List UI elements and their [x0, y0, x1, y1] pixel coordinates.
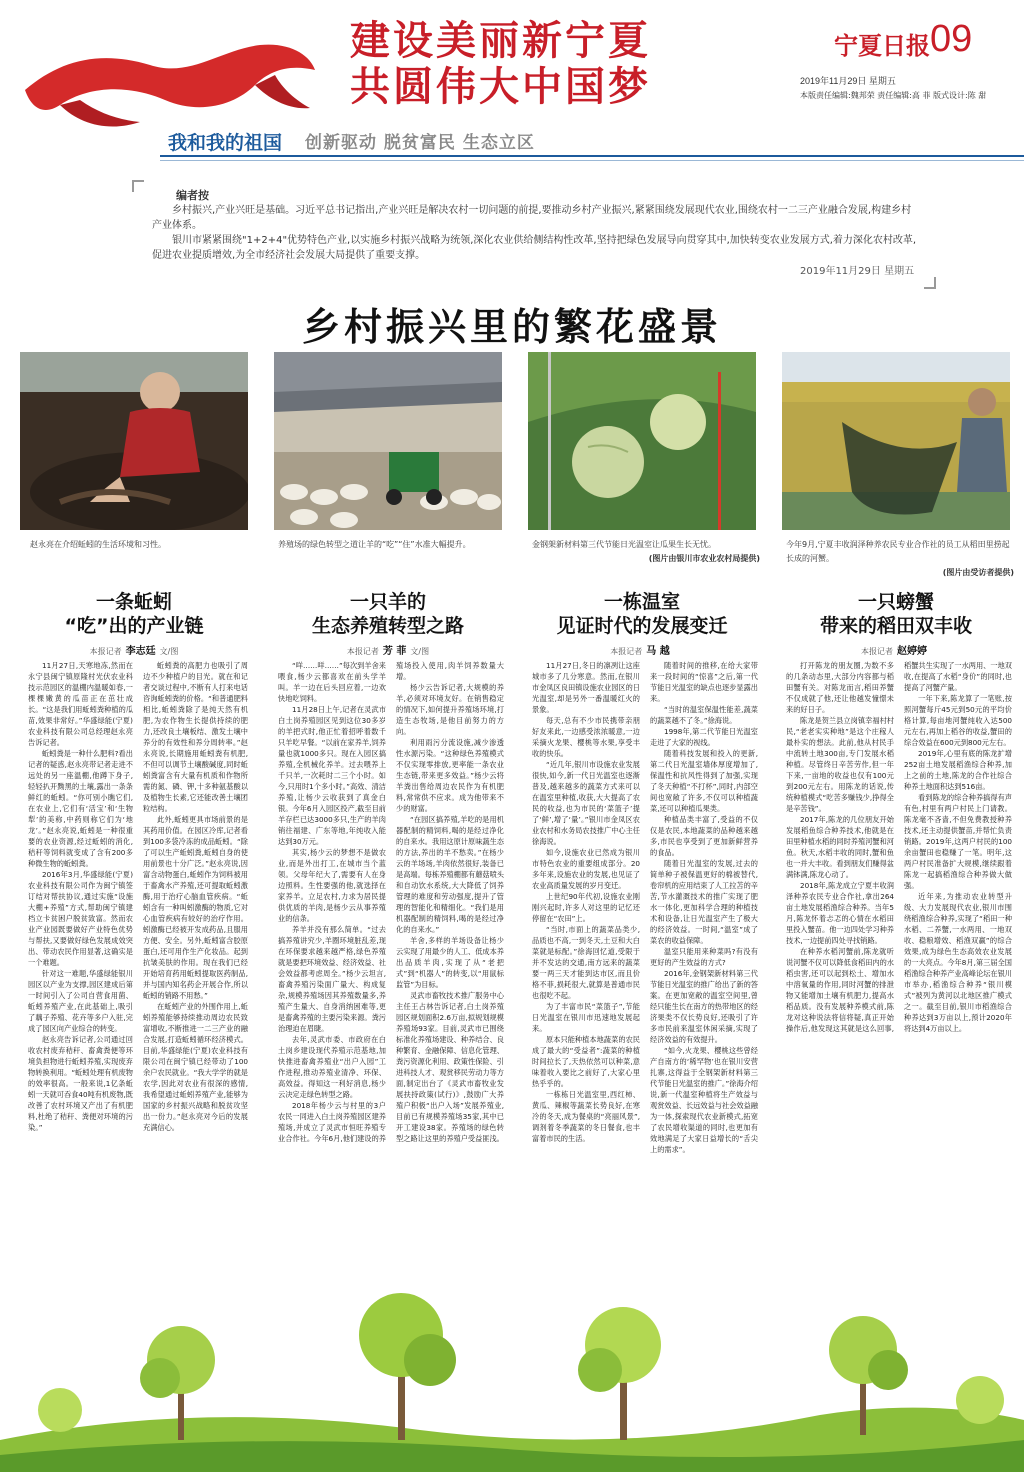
photo-credit: (图片由受访者提供)	[942, 568, 1014, 577]
byline-suffix: 文/图	[159, 647, 179, 656]
body-paragraph: 看到陈龙的综合种养搞得有声有色,村里有两户村民上门请教。陈龙毫不吝啬,不但免费教授种养技术,还主动提供蟹苗,并帮忙负责销路。2019年,这两户村民的100余亩蟹田也稳赚了一笔。明年,这两户村民准备扩大规模,继续跟着陈龙一起搞稻渔综合种养做大做强。	[904, 793, 1012, 890]
paper-logo: 宁夏日报	[834, 31, 930, 60]
body-paragraph: 利用雨污分流设施,减少渗透性水源污染。“这种绿色养殖模式不仅实现零排放,更率能一条农业生态链,带来更多效益。”杨少云将羊粪出售给周边农民作为有机肥料,常常供不应求。成为他带来不少的财富。	[396, 738, 504, 813]
caption-text: 今年9月,宁夏丰收润泽种养农民专业合作社的员工从稻田里捞起长成的河蟹。	[786, 540, 1010, 563]
masthead-headline	[350, 18, 651, 110]
body-paragraph: 灵武市畜牧技术推广服务中心主任王占林告诉记者,白土岗养殖园区规划面积2.6万亩,拟规划规模养殖场93家。目前,灵武市已围绕标准化养殖场建设、种养结合、良种繁育、金融保障、信息化管理、粪污资源化利用、政策性保险、引进科技人才、观赏移民劳动力等方面,制定出台了《灵武市畜牧业发展扶持政策(试行)》,鼓励广大养殖户积极“出户入场”发展养殖业,目前已有规模养殖场35家,其中已开工建设38家。养殖场的绿色转型之路让这里的养殖户受益匪浅。	[396, 991, 504, 1143]
body-paragraph: 原本只能种植本地蔬菜的农民成了最大的“受益者”:蔬菜的种植时间拉长了,天热依然可以种菜,意味着收入要比之前好了,大家心里热乎乎的。	[532, 1035, 640, 1088]
body-paragraph: “在园区搞养殖,羊吃的是用机器配制的精饲料,喝的是经过净化的自来水。我用这原计原味蔬生态的方法,养出的羊不愁卖。”在杨少云的羊场场,羊肉依然很好,装备已是高端。每栋养殖棚都有蘑菇喷头和自动饮水系统,大大降低了饲养管理的难度和劳动强度,提升了管理的智能化和精细化。“我们是用机器配制的精饲料,喝的是经过净化的自来水。”	[396, 815, 504, 934]
body-paragraph: 随着时间的推移,在给大家带来一段时间的“惊喜”之后,第一代节能日光温室的缺点也逐步显露出来。	[650, 661, 758, 703]
editor-note-paragraph: 乡村振兴,产业兴旺是基础。习近平总书记指出,产业兴旺是解决农村一切问题的前提,要推动乡村产业振兴,紧紧围绕发展现代农业,围绕农村一二三产业融合发展,构建乡村产业体系。	[152, 205, 912, 231]
editor-credits: 本版责任编辑:魏邦荣 责任编辑:高 菲 版式设计:陈 甜	[800, 91, 987, 100]
story-title-line: 一栋温室	[603, 591, 680, 613]
body-paragraph: 养羊并没有那么简单。“过去搞养殖讲究少,羊圈环境脏乱差,现在环保要求越来越严格,绿色养殖就是要把环境效益、经济效益、社会效益都考虑周全。”杨少云坦言,畜禽养殖污染面广量大、构成复杂,规模养殖场因其养殖数量多,养殖产生量大、自身消纳困难等,更是畜禽养殖的主要污染来源。粪污治理迫在眉睫。	[278, 925, 386, 1033]
body-paragraph: 2018年杨少云与村里的3户农民一同进入白土岗养殖园区建养殖场,并成立了灵武市恒旺养殖专业合作社。今年6月,他们建设的养殖场投入使用,肉羊饲养数量大增。	[278, 661, 504, 1143]
photo-caption: 养殖场的绿色转型之道让羊的“吃”“住”水准大幅提升。	[278, 540, 471, 549]
story-title-line: 一条蚯蚓	[95, 591, 172, 613]
byline-prefix: 本报记者	[346, 647, 379, 656]
banner-rule-thin	[160, 160, 1024, 161]
story-title-line: 见证时代的发展变迁	[556, 615, 728, 637]
byline-prefix: 本报记者	[861, 647, 893, 656]
photo-caption	[532, 538, 760, 566]
body-paragraph: 杨少云告诉记者,大规模的养羊,必须对环境友好。在销售稳定的情况下,如何提升养殖场环境,打造生态牧场,是他目前努力的方向。	[396, 683, 504, 736]
body-paragraph: 在种养水稻河蟹前,陈龙就听说河蟹不仅可以降低食稻田内的水稻虫害,还可以起到松土、增加水中溶氧量的作用,同时河蟹的排泄物又能增加土壤有机肥力,提高水稻品质。没有发展种养模式前,陈龙对这种说法将信将疑,真正开始操作后,他发现这其就是这么回事,稻蟹共生实现了一水两用、一地双收,在提高了水稻“身价”的同时,也提高了河蟹产量。	[786, 661, 1012, 1033]
page-title: 乡村振兴里的繁花盛景	[301, 304, 722, 349]
body-paragraph: 1998年,第二代节能日光温室走进了大家的视线。	[650, 727, 758, 747]
body-paragraph: 打开陈龙的朋友圈,为数不多的几条动态里,大部分内容都与稻田蟹有关。对陈龙而言,稻田养蟹不仅成就了他,还让他越发憧憬未来的好日子。	[786, 661, 894, 714]
story-title	[528, 590, 756, 638]
story-title	[782, 590, 1010, 638]
section-subtitle: 创新驱动 脱贫富民 生态立区	[305, 133, 535, 153]
body-paragraph: “近几年,银川市设施农业发展很快,如今,新一代日光温室也逐渐普及,越来越多的蔬菜方式来可以在温室里种植,收获,大大提高了农民的收益,也为市民的‘菜篮子’提了‘鲜’,增了‘量’。”银川市金凤区农业农村和水务局农技推广中心主任徐海说。	[532, 760, 640, 846]
byline	[274, 642, 502, 657]
editor-note-date: 2019年11月29日 星期五	[800, 266, 915, 277]
body-paragraph: 在蚯蚓产业的外围作用上,蚯蚓养殖能够持续推动周边农民致富增收,不断推进一二三产业的融合发展,打造蚯蚓循环经济模式。目前,华盛绿能(宁夏)农业科技有限公司在闽宁镇已经带动了100余户农民就业。“我大学学的就是农学,因此对农业有很深的感情,我希望通过蚯蚓养殖产业,能够为国家的乡村振兴战略和脱贫攻坚出一份力。”赵永亮对今后的发展充满信心。	[143, 1002, 248, 1132]
photo-sheep-farm	[274, 352, 502, 530]
story-title-line: 一只羊的	[349, 591, 426, 613]
body-paragraph: 一年下来,陈龙算了一笔账,按照河蟹每斤45元到50元的平均价格计算,每亩地河蟹纯收入达500元左右,再加上稻谷的收益,蟹田的综合效益在600元到800元左右。	[904, 694, 1012, 747]
body-paragraph: 11月27日,天寒地冻,然而在永宁县闽宁镇原隆村光伏农业科技示范园区的温棚内温暖如春,一棵棵嫩黄的瓜苗正在茁壮成长。“这是我们用蚯蚓粪种植的瓜苗,效果非常好。”华盛绿能(宁夏)农业科技有限公司总经理赵永亮告诉记者。	[28, 661, 133, 747]
page-number: 09	[930, 18, 973, 60]
body-paragraph: 上世纪90年代初,设施农业刚刚兴起时,许多人对这里的记忆还停留在“农田”上。	[532, 892, 640, 923]
corner-bracket-icon	[132, 180, 144, 192]
byline-suffix: 文/图	[410, 647, 430, 656]
byline-author: 芳 菲	[382, 646, 407, 657]
body-paragraph: 其实,杨少云的梦想不是做农业,而是外出打工,在城市当个蓝领。父母年纪大了,需要有人在身边照料。生性要强的他,就选择在家养羊。立足农村,力求为居民提供优质的羊肉,是杨少云从事养殖业的信条。	[278, 848, 386, 923]
headline-line-2: 共圆伟大中国梦	[350, 63, 651, 110]
editor-note-paragraph: 银川市紧紧围绕"1+2+4"优势特色产业,以实施乡村振兴战略为统领,深化农业供给侧结构性改革,坚持把绿色发展导向贯穿其中,加快转变农业发展方式,着力深化农村改革,促进农业提质增效,为全市经济社会发展大局提供了重要支撑。	[152, 235, 917, 261]
body-paragraph: 11月27日,冬日的凛冽让这座城市多了几分寒意。然而,在银川市金凤区良田镇设施农业园区的日光温室,却是另外一番温暖红火的景象。	[532, 661, 640, 714]
editor-note	[140, 188, 920, 263]
photo-caption	[786, 538, 1014, 580]
byline-author: 赵婷婷	[897, 646, 927, 657]
body-paragraph: 随着科技发展和投入的更新,第二代日光温室墙体厚度增加了,保温性和抗风性得到了加强,实现了冬天种植“不打杯”,同时,内部空间也宽敞了许多,不仅可以种植蔬菜,还可以种植瓜果类。	[650, 749, 758, 813]
photo-caption: 赵永亮在介绍蚯蚓的生活环境和习性。	[30, 540, 166, 549]
corner-bracket-icon	[924, 277, 936, 289]
tree-landscape-illustration	[0, 1290, 1024, 1472]
section-label: 我和我的祖国	[168, 132, 283, 154]
body-paragraph: 温室只能用来种菜吗?有没有更好的产生效益的方式?	[650, 947, 758, 967]
byline-prefix: 本报记者	[89, 647, 122, 656]
headline-line-1: 建设美丽新宁夏	[350, 17, 651, 64]
byline	[782, 642, 1010, 657]
story-title-line: 带来的稻田双丰收	[819, 615, 972, 637]
body-paragraph: 2018年,陈龙成立宁夏丰收润泽种养农民专业合作社,拿出264亩土地发展稻渔综合种养。当年5月,陈龙怀着忐忑的心情在水稻田里投入蟹苗。他一边四处学习种养技术,一边提前四处寻找销路。	[786, 881, 894, 945]
body-paragraph: “当时的温室保温性能差,蔬菜的蔬菜越不了冬。”徐海说。	[650, 705, 758, 725]
byline-author: 马 越	[646, 646, 670, 657]
story-title-line: 生态养殖转型之路	[311, 615, 464, 637]
body-paragraph: 此外,蚯蚓更具市场前景的是其药用价值。在园区冷库,记者看到100多袋冷冻的成品蚯蚓。“除了可以生产蚯蚓粪,蚯蚓自身的使用前景也十分广泛。”赵永亮说,因富含动物蛋白,蚯蚓作为饲料被用于畜禽水产养殖,还可提取蚯蚓激酶,用于治疗心脑血管疾病。“蚯蚓含有一种叫蚓激酶的物质,它对心血管疾病有较好的治疗作用。蚓激酶已经被开发成药品,且服用方便、安全。另外,蚯蚓富含胶原蛋白,还可用作生产化妆品。起到抗皱美肤的作用。现在我们已经开始培育药用蚯蚓提取医药制品,并与国内知名药企开展合作,所以蚯蚓的销路不用愁。”	[143, 815, 248, 1000]
issue-date: 2019年11月29日 星期五	[800, 76, 896, 86]
story-body	[786, 660, 1012, 1306]
body-paragraph: 种植品类丰富了,受益的不仅仅是农民,本地蔬菜的品种越来越多,市民也享受到了更加新鲜营养的食品。	[650, 815, 758, 857]
photo-melon-greenhouse	[528, 352, 756, 530]
body-paragraph: 赵永亮告诉记者,公司通过回收农村废弃秸秆、畜禽粪便等环境负担物进行蚯蚓养殖,实现废弃物转换利用。“蚯蚓处理有机废物的效率很高。一般来说,1亿条蚯蚓一天就可吞食40吨有机废物,既改善了农村环境又产出了有机肥料,杜绝了秸秆、粪便对环境的污染。”	[28, 1035, 133, 1132]
photo-credit: (图片由银川市农业农村局提供)	[648, 554, 760, 563]
body-paragraph: 针对这一难题,华盛绿能银川园区以产业为支撑,园区建成后第一时间引入了公司自营食用菌、蚯蚓养殖产业,在此基础上,吸引了藕子养殖、花卉等多户入驻,完成了园区向产业综合的转变。	[28, 969, 133, 1033]
body-paragraph: 2017年,陈龙的几位朋友开始发展稻鱼综合种养技术,他就是在田里种植水稻的同时养殖河蟹和河鱼。秋天,水稻丰收的同时,蟹和鱼也一并大丰收。看到朋友们赚得盆满钵满,陈龙心动了。	[786, 815, 894, 879]
body-paragraph: 11月28日上午,记者在灵武市白土岗养殖园区见到这位30多岁的羊把式时,他正忙着招呼着数千只羊吃早餐。“以前在家养羊,饲养量也就1000多只。现在入园区搞养殖,全机械化养羊。过去喂养上千只羊,一次耗时二三个小时。如今,只用时1个多小时。”高效、清洁养殖,让杨少云收获到了真金白银。今年6月入园区投产,截至目前羊存栏已达3000多只,生产的羊肉销往福建、广东等地,年纯收入能达到30万元。	[278, 705, 386, 846]
body-paragraph: 2016年3月,华盛绿能(宁夏)农业科技有限公司作为闽宁镇签订结对帮扶协议,通过实施“设施大棚+养殖”方式,帮助闽宁镇建档立卡贫困户脱贫致富。然而农业产业园既要做好产业特色优势与帮扶,又要做好绿色发展成效突出、带动农民作用显著,这确实是一个难题。	[28, 870, 133, 967]
story-title	[20, 590, 248, 638]
byline-author: 李志廷	[125, 646, 156, 657]
byline	[528, 642, 756, 657]
body-paragraph: 羊舍,多样的羊场设备让杨少云实现了用最少的人工、低成本养出品质羊肉,实现了从“老把式”到“机器人”的转变,以“用鼠标监管”为目标。	[396, 936, 504, 989]
story-body	[278, 660, 504, 1306]
photo-earthworm	[20, 352, 248, 530]
photo-rice-crab	[782, 352, 1010, 530]
body-paragraph: 去年,灵武市委、市政府在白土岗乡建设现代养殖示范基地,加快推进畜禽养殖业“出户入园”工作进程,推动养殖业清净、环保、高效益。得知这一利好消息,杨少云决定走绿色转型之路。	[278, 1035, 386, 1099]
body-paragraph: 近年来,为推动农业转型升级、大力发展现代农业,银川市围绕稻渔综合种养,实现了“稻田一种水稻、二养蟹,一水两用、一地双收、稳粮增效、稻渔双赢”的综合效果,成为绿色生态高效农业发展的一大亮点。今年8月,第三届全国稻渔综合种养产业高峰论坛在银川市举办,稻渔综合种养“银川模式”被列为黄河以北地区推广模式之一。截至目前,银川市稻渔综合种养达到3万亩以上,预计2020年将达到4万亩以上。	[904, 892, 1012, 1033]
body-paragraph: 蚯蚓粪的高肥力也吸引了周边不少种植户的目光。就在和记者交谈过程中,不断有人打来电话咨询蚯蚓粪的价格。“和普通肥料相比,蚯蚓粪除了是纯天然有机肥,为农作物生长提供持续的肥力,还改良土壤板结、激发土壤中养分的有效性和养分周转率。”赵永亮说,长期施用蚯蚓粪有机肥,不但可以调节土壤酸碱度,同时蚯蚓粪富含有大量有机质和作物所需的氮、磷、钾,十多种氨基酸以及植物生长素,它还能改善土壤团粒结构。	[143, 661, 248, 813]
body-paragraph: 随着日光温室的发展,过去的简单种子被保温更好的棉被替代,卷帘机的应用结束了人工拉苫的辛苦,节水灌溉技术的推广实现了肥水一体化,更加科学合理的种植技术和设备,让日光温室产生了极大的经济效益。一时间,“温室”成了菜农的收益保障。	[650, 859, 758, 945]
body-paragraph: 蚯蚓粪是一种什么肥料?看出记者的疑惑,赵永亮带记者走进不远处的另一座温棚,他蹲下身子,轻轻扒开黝黑的土壤,露出一条条鲜红的蚯蚓。“你可别小瞧它们,在农业上,它们有‘活宝’和‘生物犁’的美称,中药则称它们为‘地龙’。”赵永亮说,蚯蚓是一种很重要的农业资源,经过蚯蚓的消化,秸秆等饲料就变成了含有200多种微生物的蚯蚓粪。	[28, 749, 133, 868]
body-paragraph: 陈龙是贺兰县立岗镇幸福村村民,“老老实实种地”是这个庄稼人最朴实的想法。此前,他从村民手中流转土地300亩,专门发展水稻种植。尽管终日辛苦劳作,但一年下来,一亩地的收益也仅有100元到200元左右。用陈龙的话说,传统种植模式“吃苦多赚钱少,挣得全是辛苦钱”。	[786, 716, 894, 813]
story-title-line: 一只螃蟹	[857, 591, 934, 613]
body-paragraph: “当时,市面上的蔬菜品类少,品质也不高,一到冬天,土豆和大白菜就是标配。”徐海回忆道,受限于并不发达的交通,南方远来的蔬菜要一两三天才能到达市区,而且价格不菲,损耗很大,就算是普通市民也很吃不起。	[532, 925, 640, 1000]
body-paragraph: “咩……咩……”每次到羊舍来喂食,杨少云都喜欢在前头学羊叫。羊一边在后头回应着,一边欢快地吃饲料。	[278, 661, 386, 703]
section-banner	[160, 124, 1024, 154]
byline-prefix: 本报记者	[610, 647, 643, 656]
masthead	[0, 0, 1024, 160]
byline	[20, 642, 248, 657]
banner-rule	[160, 155, 1024, 157]
caption-text: 金钢架新材料第三代节能日光温室让瓜果生长无忧。	[532, 540, 716, 549]
body-paragraph: “如今,火龙果、樱桃这些曾经产自南方的‘稀罕物’也在银川安营扎寨,这得益于全钢架新材料第三代节能日光温室的推广。”徐海介绍说,新一代温室种植将生产效益与观赏效益、长远效益与社会效益融为一体,探索现代农业新模式,拓宽了农民增收渠道的同时,也更加有效地满足了大家日益增长的“舌尖上的需求”。	[650, 1046, 758, 1154]
body-paragraph: 如今,设施农业已然成为银川市特色农业的重要组成部分。20多年来,设施农业的发展,也见证了农业高质量发展的岁月变迁。	[532, 848, 640, 890]
editor-note-title: 编者按	[176, 189, 209, 202]
story-body	[28, 660, 248, 1306]
body-paragraph: 2019年,心里有底的陈龙扩增252亩土地发展稻渔综合种养,加上之前的土地,陈龙的合作社综合种养土地面积达到516亩。	[904, 749, 1012, 791]
story-title	[274, 590, 502, 638]
story-body	[532, 660, 758, 1306]
body-paragraph: 为了丰富市民“菜篮子”,节能日光温室在银川市迅速地发展起来。	[532, 1002, 640, 1033]
body-paragraph: 一栋栋日光温室里,西红柿、黄瓜、辣椒等蔬菜长势良好,在寒冷的冬天,成为餐桌的“亮丽风景”,调剂着冬季蔬菜的冬日餐食,也丰富着市民的生活。	[532, 1090, 640, 1143]
body-paragraph: 2016年,金钢架新材料第三代节能日光温室的推广给出了新的答案。在更加宽敞的温室空间里,曾经只能生长在南方的热带地区的经济果类不仅长势良好,还吸引了许多市民前来温室休闲采摘,实现了经济效益的有效提升。	[650, 969, 758, 1044]
story-title-line: “吃”出的产业链	[64, 615, 204, 637]
body-paragraph: 每天,总有不少市民携带亲朋好友来此,一边感受浓浓暖意,一边采摘火龙果、樱桃等水果,享受丰收的快乐。	[532, 716, 640, 758]
